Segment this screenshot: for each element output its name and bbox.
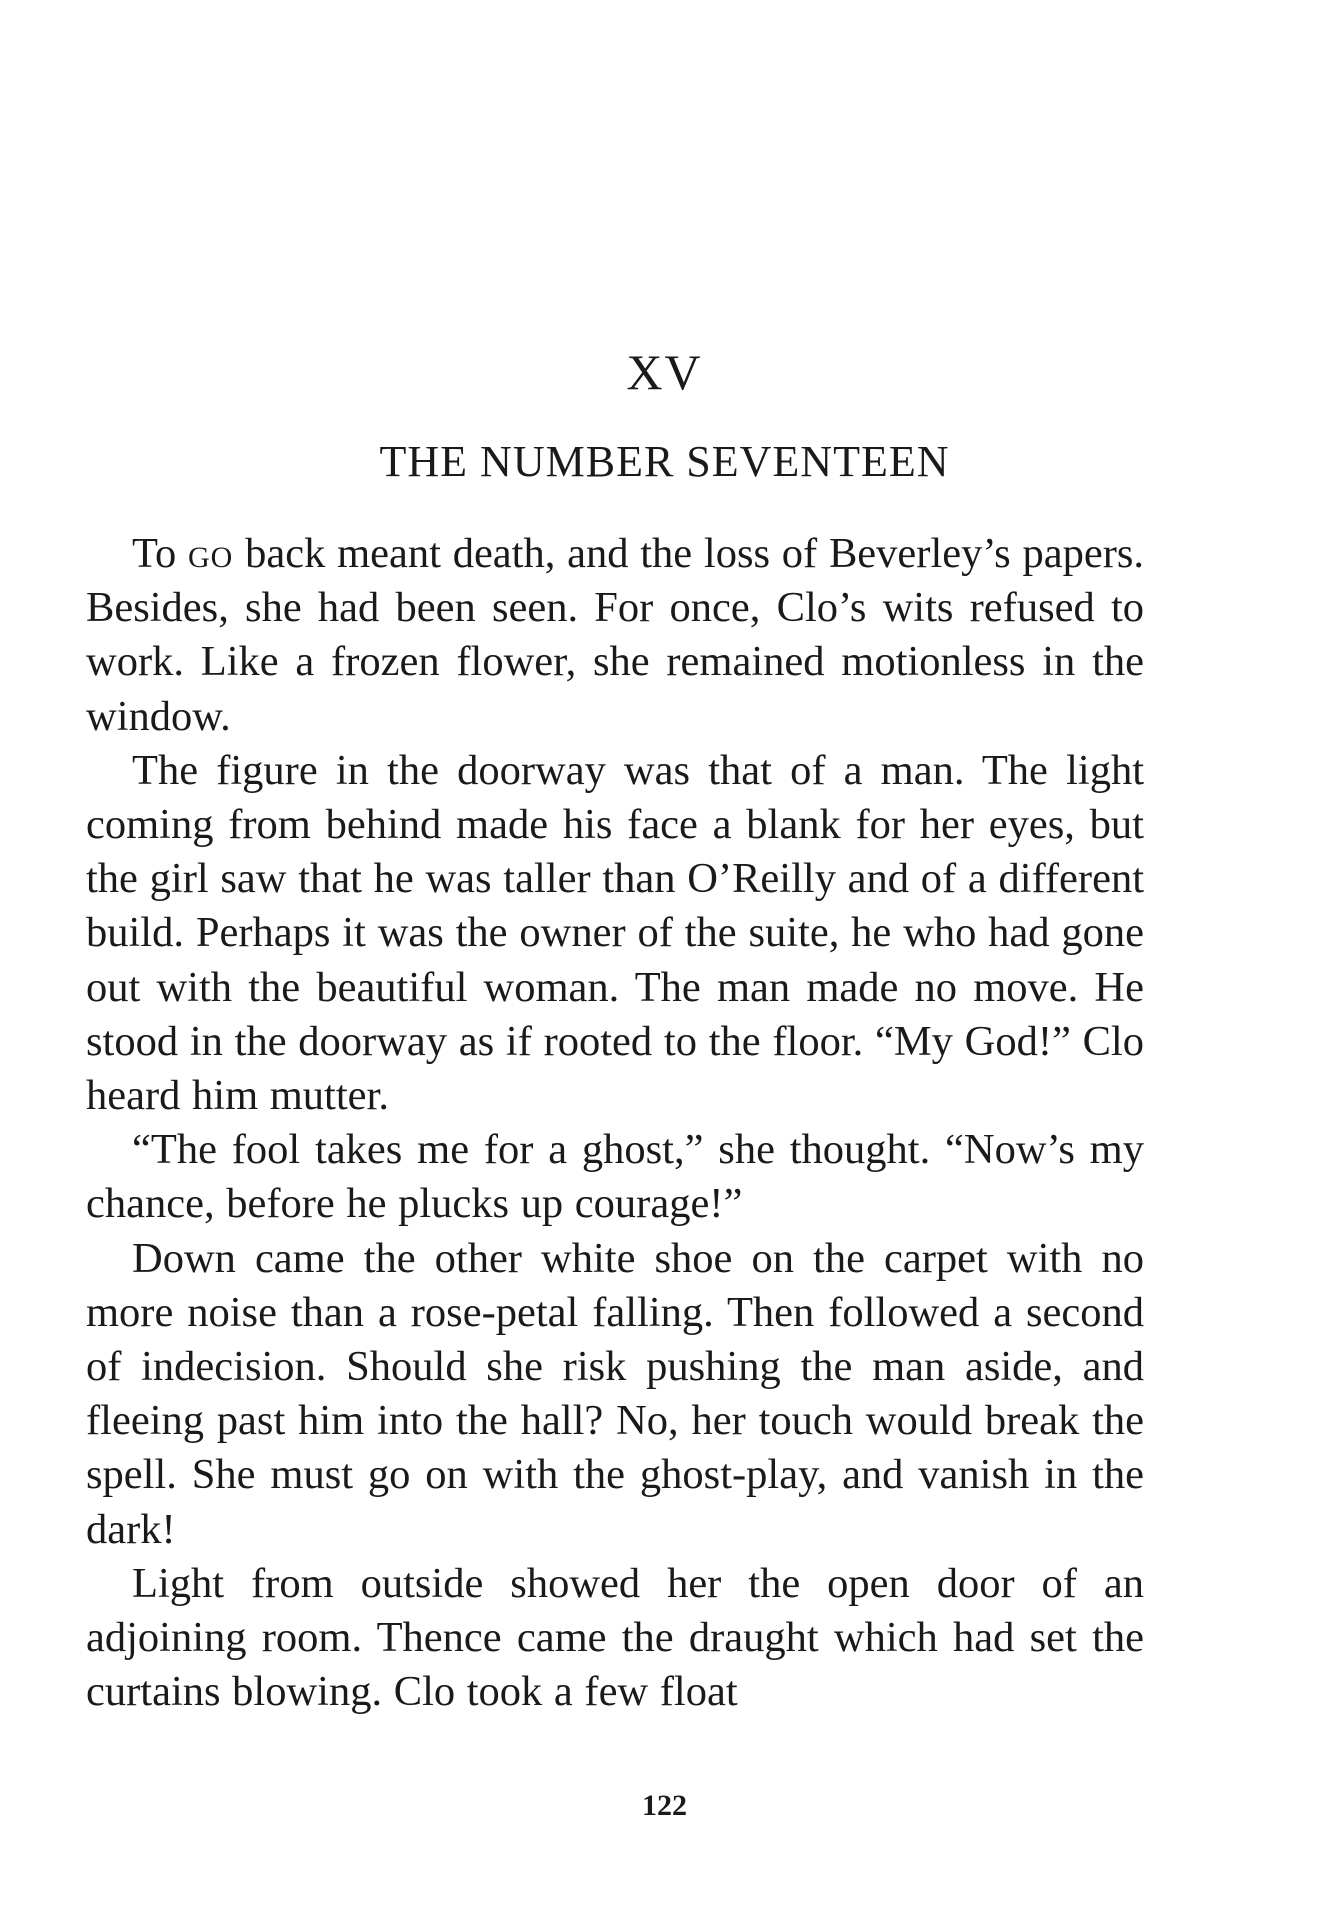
- paragraph-2: The figure in the doorway was that of a man. The light coming from behind made his face a blank for her eyes, but the girl saw that he was taller than O’Reilly and of a different build. Perhaps it was the owner of the suite, he who had gone out with the beautiful woman. The man made no move. He stood in the doorway as if rooted to the floor. “My God!” Clo heard him mutter.: [86, 746, 1144, 1120]
- body-text: [86, 527, 1144, 1719]
- chapter-number: XV: [626, 344, 703, 400]
- page-number: 122: [642, 1789, 687, 1822]
- paragraph-1-text: back meant death, and the loss of Beverley’s papers. Besides, she had been seen. For once, Clo’s wits refused to work. Like a frozen flower, she remained motionless in the window.: [86, 530, 1145, 740]
- opening-word: To: [132, 530, 177, 577]
- paragraph-1: [86, 527, 1144, 744]
- paragraph-3: “The fool takes me for a ghost,” she thought. “Now’s my chance, before he plucks up courage!”: [86, 1126, 1144, 1228]
- paragraph-4: Down came the other white shoe on the carpet with no more noise than a rose-petal falling. Then followed a second of indecision. Should she risk pushing the man aside, and fleeing past him into the hall? No, her touch would break the spell. She must go on with the ghost-play, and vanish in the dark!: [86, 1234, 1144, 1553]
- paragraph-5: Light from outside showed her the open door of an adjoining room. Thence came the draught which had set the curtains blowing. Clo took a few float: [86, 1559, 1144, 1716]
- opening-smallcaps: go: [188, 530, 234, 577]
- chapter-title: THE NUMBER SEVENTEEN: [379, 437, 950, 486]
